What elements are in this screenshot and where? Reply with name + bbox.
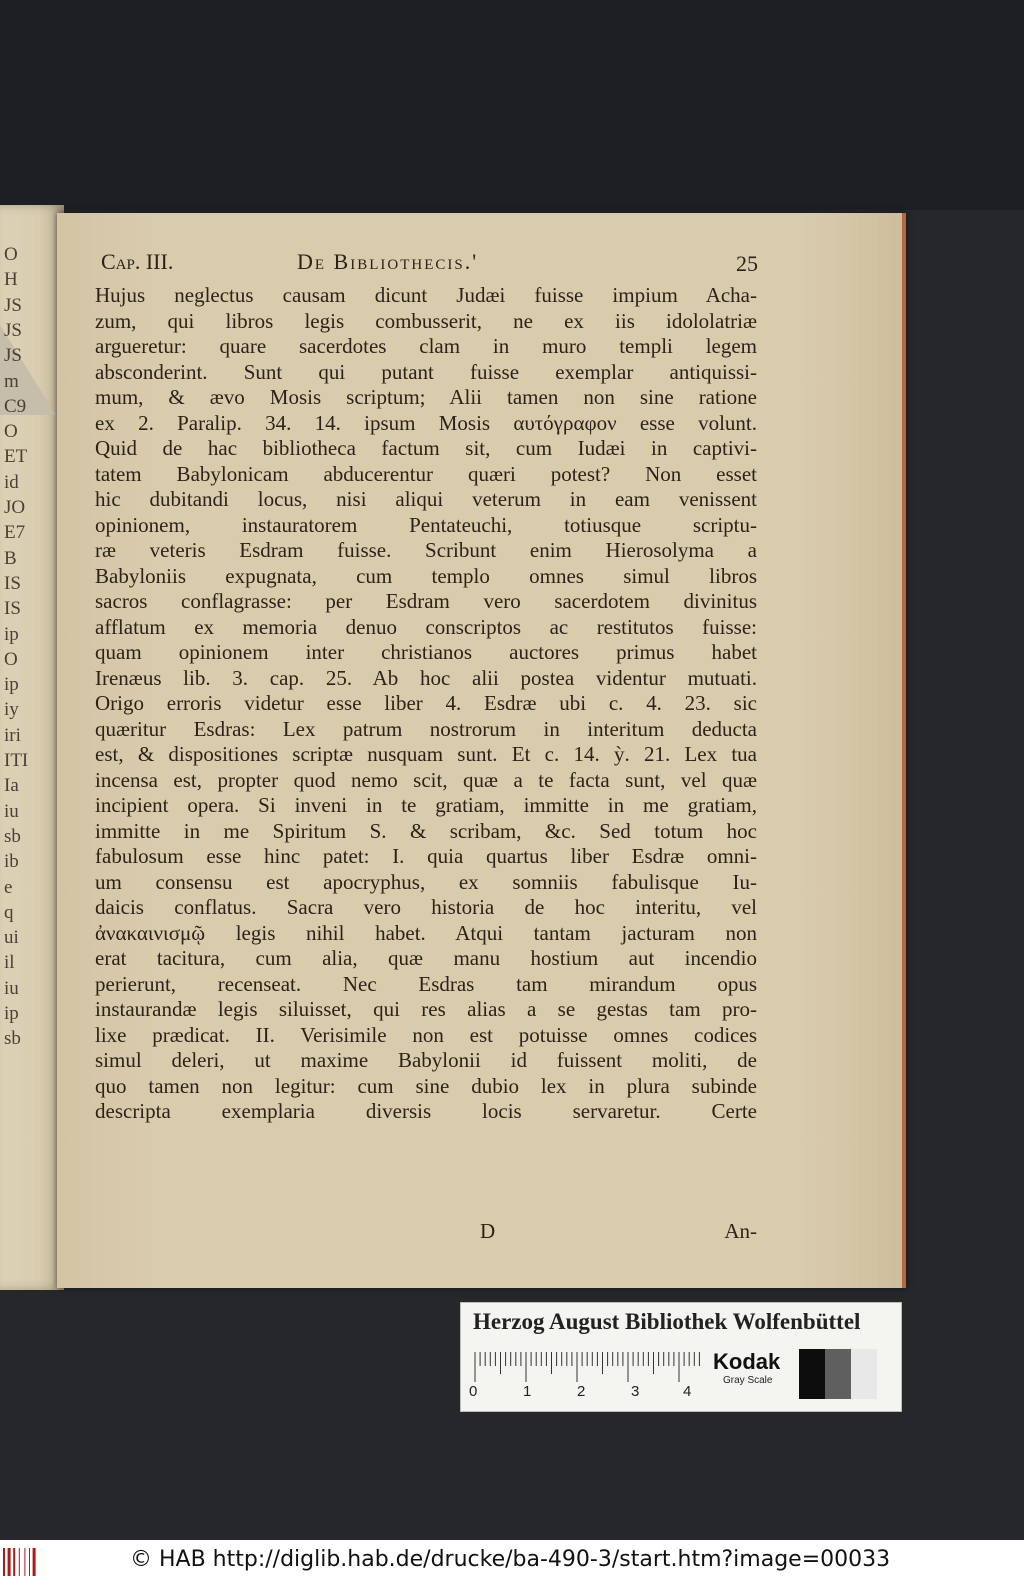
text-line: tatem Babylonicam abducerentur quæri potest? Non esset <box>95 461 757 486</box>
left-page-fragment: E7 <box>4 522 26 544</box>
left-page-fragment: B <box>4 547 17 569</box>
barcode-bar <box>13 1548 15 1576</box>
barcode-bar <box>33 1548 36 1576</box>
left-page-fragment: O <box>4 421 18 443</box>
text-line: sacros conflagrasse: per Esdram vero sacerdotem divinitus <box>95 589 757 613</box>
text-line: quam opinionem inter christianos auctores primus habet <box>95 640 757 664</box>
ruler-scale <box>473 1348 703 1386</box>
barcode-bar <box>8 1548 11 1576</box>
left-page-fragment: q <box>4 901 14 923</box>
text-line: fabulosum esse hinc patet: I. quia quartus liber Esdræ omni- <box>95 844 757 868</box>
left-page-fragment: O <box>4 648 18 670</box>
ruler-number: 4 <box>683 1383 692 1400</box>
text-line: simul deleri, ut maxime Babylonii id fuissent moliti, de <box>95 1048 757 1072</box>
text-line: Quid de hac bibliotheca factum sit, cum Iudæi in captivi- <box>95 436 757 460</box>
background-top <box>0 0 1024 210</box>
left-page-fragment: iu <box>4 800 19 822</box>
running-title: De Bibliothecis.' <box>297 249 479 274</box>
left-page-fragment: iu <box>4 977 19 999</box>
text-line: zum, qui libros legis combusserit, ne ex iis idololatriæ <box>95 308 757 333</box>
text-line: Origo erroris videtur esse liber 4. Esdræ ubi c. 4. 23. sic <box>95 691 757 715</box>
left-page-fragment: sb <box>4 825 21 847</box>
barcode-bar <box>24 1548 25 1576</box>
left-page-fragment: ip <box>4 1003 19 1024</box>
left-page-fragment: JS <box>4 319 22 341</box>
text-line: mum, & ævo Mosis scriptum; Alii tamen non sine ratione <box>95 385 757 409</box>
chapter-heading: Cap. III. <box>101 249 174 274</box>
text-line: um consensu est apocryphus, ex somniis fabulisque Iu- <box>95 869 757 894</box>
ruler-number: 3 <box>631 1383 640 1400</box>
left-page-edge <box>0 205 64 1290</box>
left-page-fragment: sb <box>4 1028 21 1050</box>
left-page-fragment: e <box>4 876 13 898</box>
library-name: Herzog August Bibliothek Wolfenbüttel <box>473 1309 861 1334</box>
text-line: absconderint. Sunt qui putant fuisse exemplar antiquissi- <box>95 359 757 384</box>
left-page-fragment: id <box>4 471 19 493</box>
text-line: immitte in me Spiritum S. & scribam, &c. Sed totum hoc <box>95 818 757 843</box>
left-page-fragment: ITI <box>4 750 29 771</box>
text-line: hic dubitandi locus, nisi aliqui veterum in eam venissent <box>95 487 757 511</box>
gray-scale-label: Gray Scale <box>723 1375 773 1386</box>
barcode-bar <box>3 1548 5 1576</box>
text-line: erat tacitura, cum alia, quæ manu hostium aut incendio <box>95 946 757 970</box>
text-line: incensa est, propter quod nemo scit, quæ a te facta sunt, vel quæ <box>95 767 757 792</box>
text-line: Babyloniis expugnata, cum templo omnes simul libros <box>95 563 757 588</box>
left-page-fragment: JS <box>4 294 22 316</box>
text-line: ræ veteris Esdram fuisse. Scribunt enim Hierosolyma a <box>95 538 757 562</box>
text-line: lixe prædicat. II. Verisimile non est potuisse omnes codices <box>95 1022 757 1047</box>
kodak-logo: Kodak <box>713 1349 781 1374</box>
left-page-fragment: JS <box>4 345 22 367</box>
barcode-bar <box>29 1548 30 1576</box>
barcode-bar <box>19 1548 20 1576</box>
text-line: perierunt, recenseat. Nec Esdras tam mirandum opus <box>95 971 757 996</box>
gray-patch-light <box>851 1349 877 1399</box>
left-page-fragment: ib <box>4 851 19 873</box>
text-line: opinionem, instauratorem Pentateuchi, totiusque scriptu- <box>95 512 757 537</box>
text-line: quo tamen non legitur: cum sine dubio lex in plura subinde <box>95 1073 757 1098</box>
left-page-fragment: O <box>4 244 18 265</box>
left-page-fragment: iy <box>4 699 19 721</box>
left-page-fragment: ET <box>4 446 28 468</box>
left-page-fragment: ui <box>4 927 19 949</box>
copyright-url: © HAB http://diglib.hab.de/drucke/ba-490-3/start.htm?image=00033 <box>130 1547 891 1572</box>
gray-patch-dark <box>825 1349 851 1399</box>
ruler-number: 2 <box>577 1383 586 1400</box>
left-page-fragment: il <box>4 952 15 974</box>
left-page-fragment: JO <box>4 497 26 518</box>
left-page-fragment: IS <box>4 598 21 620</box>
gray-patch-black <box>799 1349 825 1399</box>
ruler-number: 1 <box>523 1383 532 1400</box>
left-page-fragment: ip <box>4 674 19 696</box>
text-line: argueretur: quare sacerdotes clam in muro templi legem <box>95 334 757 358</box>
text-line: instaurandæ legis siluisset, qui res alias a se gestas tam pro- <box>95 997 757 1021</box>
text-line: ex 2. Paralip. 34. 14. ipsum Mosis αυτόγραφον esse volunt. <box>95 410 757 435</box>
left-page-fragment: IS <box>4 572 21 594</box>
signature-mark: D <box>480 1219 496 1243</box>
text-line: daicis conflatus. Sacra vero historia de hoc interitu, vel <box>95 895 757 919</box>
page-number: 25 <box>736 251 758 276</box>
text-line: incipient opera. Si inveni in te gratiam, immitte in me gratiam, <box>95 793 757 817</box>
left-page-fragment: iri <box>4 724 21 746</box>
footer-bar <box>0 1540 1024 1582</box>
body-text <box>95 283 757 1125</box>
left-page-fragment: H <box>4 269 18 291</box>
catchword: An- <box>724 1219 757 1243</box>
left-page-fragment: Ia <box>4 775 19 797</box>
text-line: quæritur Esdras: Lex patrum nostrorum in interitum deducta <box>95 716 757 741</box>
left-page-fragment: ip <box>4 623 19 645</box>
book-page <box>57 213 906 1288</box>
page-footer-marks <box>95 1219 757 1245</box>
text-line: afflatum ex memoria denuo conscriptos ac restitutos fuisse: <box>95 614 757 639</box>
left-page-fragment: m <box>4 370 19 392</box>
barcode-icon <box>3 1548 43 1576</box>
text-line: descripta exemplaria diversis locis servaretur. Certe <box>95 1099 757 1123</box>
text-line: ἀνακαινισμῷ legis nihil habet. Atqui tantam jacturam non <box>95 920 757 945</box>
left-page-fragment: C9 <box>4 395 27 417</box>
text-line: est, & dispositiones scriptæ nusquam sunt. Et c. 14. ỳ. 21. Lex tua <box>95 742 757 766</box>
ruler-number: 0 <box>469 1383 478 1400</box>
running-header <box>101 249 758 279</box>
library-color-card <box>460 1302 902 1412</box>
text-line: Hujus neglectus causam dicunt Judæi fuisse impium Acha- <box>95 283 757 307</box>
text-line: Irenæus lib. 3. cap. 25. Ab hoc alii postea videntur mutuati. <box>95 665 757 690</box>
